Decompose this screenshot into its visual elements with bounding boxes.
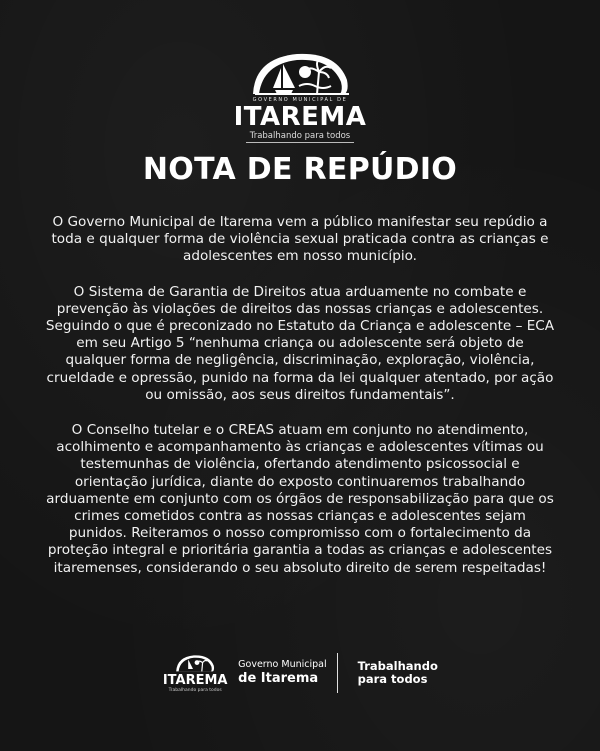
paragraph-1: O Governo Municipal de Itarema vem a público manifestar seu repúdio a toda e qualquer forma de violência sexual praticada contra as crianças e adolescentes em nosso município.	[51, 214, 549, 265]
footer-gov-block	[238, 659, 326, 686]
statement-body	[44, 214, 556, 595]
footer-slogan-line1: Trabalhando	[357, 658, 438, 673]
logo-tagline: Trabalhando para todos	[246, 131, 354, 143]
footer-branding	[0, 652, 600, 693]
paragraph-3: O Conselho tutelar e o CREAS atuam em conjunto no atendimento, acolhimento e acompanhamento às crianças e adolescentes vítimas ou testemunhas de violência, ofertando atendimento psicossocial e orientação jurídica, diante do exposto continuaremos trabalhando arduamente em conjunto com os órgãos de responsabilização para que os crimes cometidos contra as nossas crianças e adolescentes sejam punidos. Reiteramos o nosso compromisso com o fortalecimento da proteção integral e prioritária garantia a todas as crianças e adolescentes itaremenses, considerando o seu absoluto direito de serem respeitadas!	[46, 422, 554, 576]
footer-logo	[162, 652, 228, 693]
footer-divider	[337, 653, 338, 693]
footer-gov-line1: Governo Municipal	[238, 659, 327, 670]
footer-slogan-line2: para todos	[357, 671, 428, 686]
itarema-emblem-small-icon	[173, 652, 217, 674]
paragraph-2: O Sistema de Garantia de Direitos atua arduamente no combate e prevenção às violações de direitos das nossas crianças e adolescentes. Seguindo o que é preconizado no Estatuto da Criança e adolescente – ECA em seu Artigo 5 “nenhuma criança ou adolescente será objeto de qualquer forma de negligência, discriminação, exploração, violência, crueldade e opressão, punido na forma da lei qualquer atentado, por ação ou omissão, aos seus direitos fundamentais”.	[45, 283, 555, 403]
logo-name: ITAREMA	[233, 102, 367, 132]
footer-logo-name: ITAREMA	[162, 673, 228, 688]
logo-gov-text: GOVERNO MUNICIPAL DE	[252, 97, 348, 103]
footer-gov-line2: de Itarema	[238, 671, 319, 686]
footer-logo-tagline: Trabalhando para todos	[168, 688, 222, 693]
itarema-emblem-icon	[245, 50, 355, 96]
page-title: NOTA DE REPÚDIO	[142, 152, 458, 187]
footer-slogan	[358, 660, 438, 686]
header-logo	[0, 50, 600, 143]
